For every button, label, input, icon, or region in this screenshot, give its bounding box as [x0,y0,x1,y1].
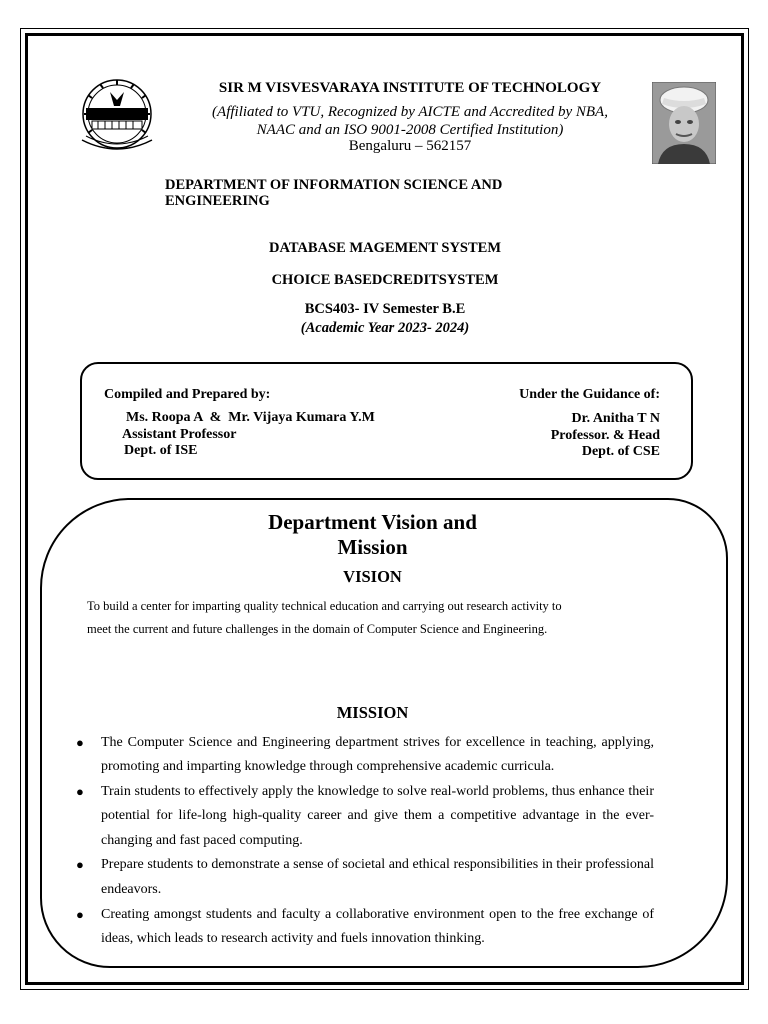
guide-dept: Dept. of CSE [581,444,660,459]
compiled-by-heading: Compiled and Prepared by: [104,387,271,402]
mission-item-text: Creating amongst students and faculty a collaborative environment open to the free exchange of ideas, which leads to research activity and fuels innovation thinking. [101,906,654,946]
mission-item [76,780,654,853]
department-line-1: DEPARTMENT OF INFORMATION SCIENCE AND [165,177,503,193]
mission-item [76,731,654,780]
compiler-dept: Dept. of ISE [124,443,198,458]
affiliation-text [150,103,670,139]
mission-heading: MISSION [336,703,409,722]
affiliation-line-1: (Affiliated to VTU, Recognized by AICTE and Accredited by NBA, [212,104,608,120]
vision-mission-title [230,510,515,560]
academic-year: (Academic Year 2023- 2024) [300,320,470,336]
course-scheme: CHOICE BASEDCREDITSYSTEM [271,272,499,288]
compiler-names: Ms. Roopa A & Mr. Vijaya Kumara Y.M [126,410,375,425]
bullet-icon: ● [76,735,84,750]
bullet-icon: ● [76,857,84,873]
mission-list [76,731,654,952]
institute-name: SIR M VISVESVARAYA INSTITUTE OF TECHNOLOGY [218,80,602,96]
mission-item [76,903,654,952]
affiliation-line-2: NAAC and an ISO 9001-2008 Certified Institution) [256,122,564,138]
vision-heading: VISION [343,567,402,586]
institute-city: Bengaluru – 562157 [348,138,472,154]
compiler-designation: Assistant Professor [122,427,237,442]
guide-designation: Professor. & Head [550,428,660,443]
vision-line-2: meet the current and future challenges in the domain of Computer Science and Engineering. [87,622,548,636]
department-name [165,177,585,209]
course-subject: DATABASE MAGEMENT SYSTEM [268,240,502,256]
mission-item-text: Prepare students to demonstrate a sense of societal and ethical responsibilities in their professional endeavors. [101,857,654,897]
mission-item-text: Train students to effectively apply the knowledge to solve real-world problems, thus enhance their potential for life-long high-quality career and give them a competitive advantage in the ever-changing and fast paced computing. [101,784,654,848]
bullet-icon: ● [76,906,84,922]
course-code-semester: BCS403- IV Semester B.E [304,301,466,317]
mission-item-text: The Computer Science and Engineering department strives for excellence in teaching, applying, promoting and imparting knowledge through comprehensive academic curricula. [101,735,654,775]
bullet-icon: ● [76,784,84,800]
mission-item [76,853,654,902]
guidance-heading: Under the Guidance of: [519,387,660,402]
vision-text [87,595,687,641]
vision-mission-title-line-1: Department Vision and [268,510,477,534]
department-line-2: ENGINEERING [165,193,270,209]
institute-logo [72,78,162,156]
vision-line-1: To build a center for imparting quality technical education and carrying out research activity to [87,599,562,613]
vision-mission-title-line-2: Mission [337,535,408,559]
guide-name: Dr. Anitha T N [571,411,660,426]
